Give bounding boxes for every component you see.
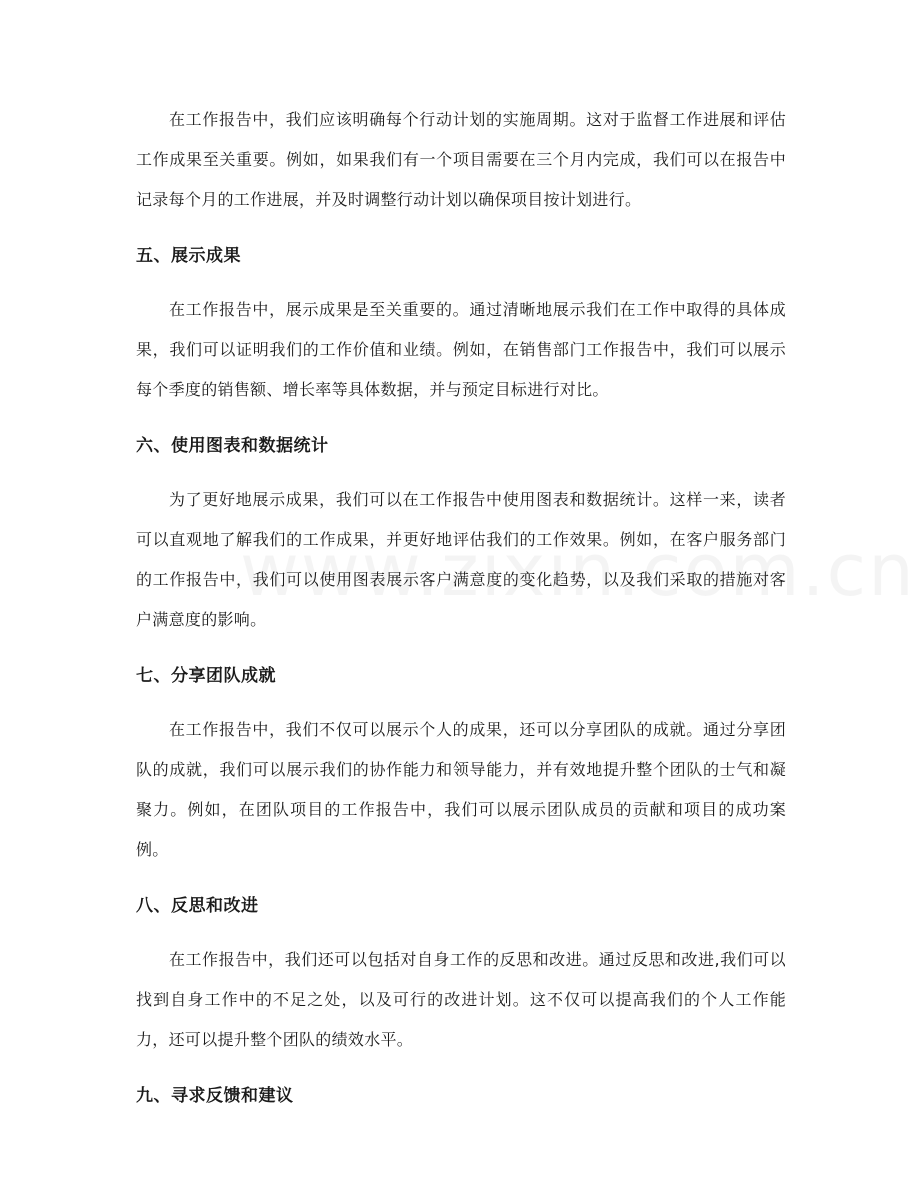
document-body — [136, 100, 786, 1116]
heading-charts-statistics: 六、使用图表和数据统计 — [136, 436, 329, 456]
paragraph-implementation-period: 在工作报告中，我们应该明确每个行动计划的实施周期。这对于监督工作进展和评估工作成果至关重要。例如，如果我们有一个项目需要在三个月内完成，我们可以在报告中记录每个月的工作进展，并及时调整行动计划以确保项目按计划进行。 — [136, 110, 786, 209]
paragraph-team-achievements: 在工作报告中，我们不仅可以展示个人的成果，还可以分享团队的成就。通过分享团队的成就，我们可以展示我们的协作能力和领导能力，并有效地提升整个团队的士气和凝聚力。例如，在团队项目的工作报告中，我们可以展示团队成员的贡献和项目的成功案例。 — [136, 720, 786, 859]
heading-reflection-improvement: 八、反思和改进 — [136, 896, 259, 916]
paragraph-reflection-improvement: 在工作报告中，我们还可以包括对自身工作的反思和改进。通过反思和改进,我们可以找到自身工作中的不足之处，以及可行的改进计划。这不仅可以提高我们的个人工作能力，还可以提升整个团队的绩效水平。 — [136, 950, 786, 1049]
paragraph-show-results: 在工作报告中，展示成果是至关重要的。通过清晰地展示我们在工作中取得的具体成果，我们可以证明我们的工作价值和业绩。例如，在销售部门工作报告中，我们可以展示每个季度的销售额、增长率等具体数据，并与预定目标进行对比。 — [136, 300, 786, 399]
paragraph-charts-statistics: 为了更好地展示成果，我们可以在工作报告中使用图表和数据统计。这样一来，读者可以直观地了解我们的工作成果，并更好地评估我们的工作效果。例如，在客户服务部门的工作报告中，我们可以使用图表展示客户满意度的变化趋势，以及我们采取的措施对客户满意度的影响。 — [136, 490, 786, 629]
heading-team-achievements: 七、分享团队成就 — [136, 666, 276, 686]
heading-show-results: 五、展示成果 — [136, 246, 241, 266]
heading-feedback-suggestions: 九、寻求反馈和建议 — [136, 1086, 294, 1106]
